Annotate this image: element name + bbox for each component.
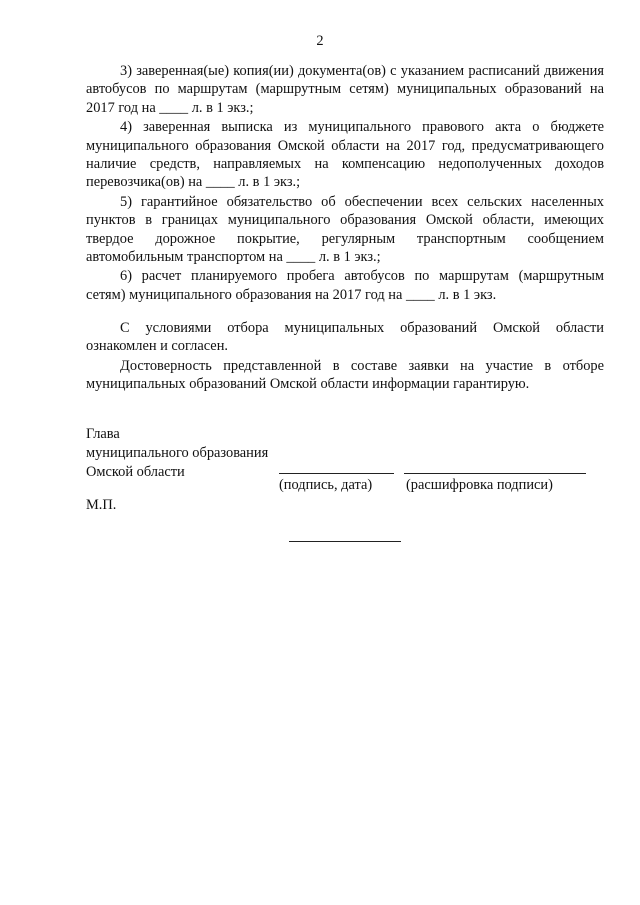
guarantee-statement: Достоверность представленной в составе заявки на участие в отборе муниципальных образований Омской области информации гарантирую. — [86, 357, 604, 393]
list-item: 5) гарантийное обязательство об обеспечении всех сельских населенных пунктов в границах муниципального образования Омской области, имеющих твердое дорожное покрытие, регулярным транспортным сообщением автомобильным транспортом на ____ л. в 1 экз.; — [86, 193, 604, 266]
list-item: 4) заверенная выписка из муниципального правового акта о бюджете муниципального образования Омской области на 2017 год, предусматривающего наличие средств, направляемых на компенсацию недополученных доходов перевозчика(ов) на ____ л. в 1 экз.; — [86, 119, 604, 191]
page-number: 2 — [316, 33, 324, 49]
signatory-title-line3: Омской области — [86, 464, 185, 480]
signature-line — [279, 473, 394, 474]
signature-decoding-caption: (расшифровка подписи) — [406, 477, 553, 493]
statements — [86, 319, 604, 395]
list-item: 6) расчет планируемого пробега автобусов по маршрутам (маршрутным сетям) муниципального образования на 2017 год на ____ л. в 1 экз. — [86, 268, 604, 303]
end-divider — [289, 541, 401, 542]
document-list — [86, 62, 604, 305]
signature-decoding-line — [404, 473, 586, 474]
list-item: 3) заверенная(ые) копия(ии) документа(ов) с указанием расписаний движения автобусов по маршрутам (маршрутным сетям) муниципальных образований на 2017 год на ____ л. в 1 экз.; — [86, 63, 604, 116]
signatory-title-line2: муниципального образования — [86, 445, 269, 461]
signatory-title-line1: Глава — [86, 426, 120, 442]
terms-statement: С условиями отбора муниципальных образований Омской области ознакомлен и согласен. — [86, 320, 604, 355]
stamp-place-label: М.П. — [86, 497, 117, 513]
signature-caption: (подпись, дата) — [279, 477, 373, 493]
signatory-block — [86, 425, 268, 482]
